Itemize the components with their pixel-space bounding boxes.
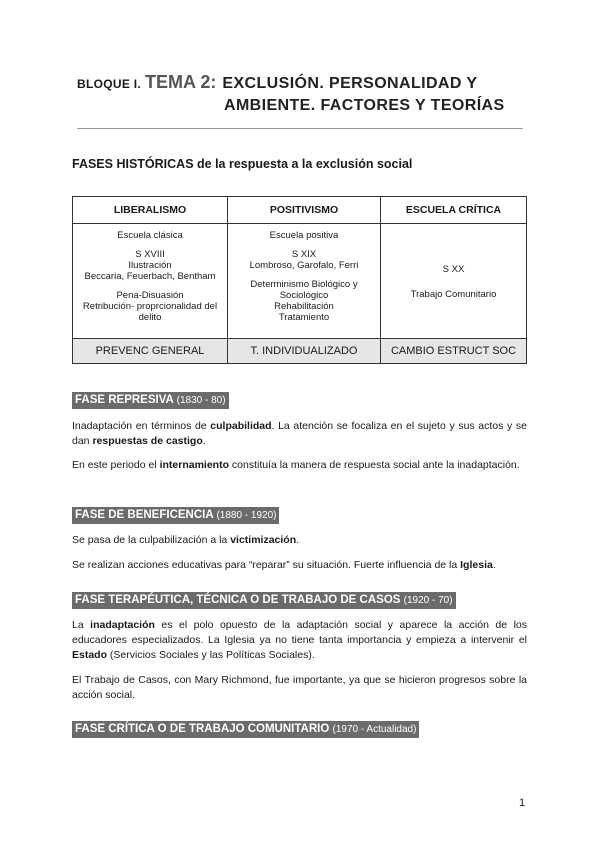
text-run: constituía la manera de respuesta social ante la inadaptación. [229,459,520,471]
footer-positivismo: T. INDIVIDUALIZADO [228,339,381,364]
cell-text: Retribución- proprcionalidad del delito [82,301,218,323]
phase-years: (1970 - Actualidad) [332,724,417,735]
cell-liberalismo [73,224,228,339]
phase-title: FASE REPRESIVA [75,394,174,406]
phase-years: (1880 - 1920) [216,510,277,521]
cell-text: Escuela positiva [269,230,339,241]
beneficencia-paragraph-1 [72,533,527,548]
cell-critica [381,224,527,339]
phase-title: FASE CRÍTICA O DE TRABAJO COMUNITARIO [75,723,330,735]
text-run: Inadaptación en términos de [72,420,211,432]
footer-critica: CAMBIO ESTRUCT SOC [381,339,527,364]
text-run: En este periodo el [72,459,160,471]
phase-beneficencia-heading [72,507,279,524]
bold-term: Iglesia [460,559,493,571]
cell-text: S XIX [291,249,317,260]
cell-text: S XVIII [135,249,165,260]
text-run: Se realizan acciones educativas para “reparar” su situación. Fuerte influencia de la [72,559,461,571]
col-header-critica: ESCUELA CRÍTICA [381,197,527,224]
col-header-liberalismo: LIBERALISMO [73,197,228,224]
bloque-label: BLOQUE I. [77,77,142,91]
text-run: La [72,619,91,631]
cell-positivismo [228,224,381,339]
bold-term: culpabilidad [210,420,272,432]
cell-text: Escuela clásica [117,230,183,241]
bold-term: victimización [230,534,297,546]
section-heading: FASES HISTÓRICAS de la respuesta a la exclusión social [72,157,413,171]
beneficencia-paragraph-2 [72,558,527,573]
text-run: . [202,435,206,447]
represiva-paragraph-2 [72,458,527,473]
cell-text: Pena-Disuasión [116,290,184,301]
phase-years: (1830 - 80) [176,395,226,406]
represiva-paragraph-1 [72,419,527,449]
title-block [77,72,537,115]
table-footer-row [73,339,527,364]
phase-years: (1920 - 70) [403,595,453,606]
cell-text: Beccaria, Feuerbach, Bentham [84,271,216,282]
cell-text: Tratamiento [278,312,330,323]
text-run: . [492,559,496,571]
bold-term: Estado [72,649,108,661]
historical-phases-table [72,196,527,364]
phase-title: FASE TERAPÉUTICA, TÉCNICA O DE TRABAJO DE CASOS [75,594,401,606]
bold-term: inadaptación [90,619,155,631]
terapeutica-paragraph-2: El Trabajo de Casos, con Mary Richmond, fue importante, ya que se hicieron progresos sobre la acción social. [72,674,527,701]
col-header-positivismo: POSITIVISMO [228,197,381,224]
bold-term: internamiento [159,459,229,471]
text-run: . La atención se focaliza en el sujeto y sus actos y se dan [72,420,527,447]
terapeutica-paragraph-1 [72,618,527,663]
page-number: 1 [519,797,526,809]
table-header-row [73,197,527,224]
text-run: es el polo opuesto de la adaptación social y aparece la acción de los educadores especializados. La Iglesia ya no tiene tanta importancia y empieza a intervenir el [72,619,527,646]
title-line-2: AMBIENTE. FACTORES Y TEORÍAS [224,97,505,114]
cell-text: S XX [442,264,465,275]
text-run: (Servicios Sociales y las Políticas Sociales). [107,649,315,661]
tema-label: TEMA 2: [145,72,217,92]
cell-text: Ilustración [128,260,172,271]
phase-critica-heading [72,721,419,738]
bold-term: respuestas de castigo [92,435,203,447]
phase-represiva-heading [72,392,229,409]
title-divider [77,128,523,129]
phase-title: FASE DE BENEFICENCIA [75,509,214,521]
table-body-row [73,224,527,339]
cell-text: Determinismo Biológico y Sociológico [250,279,358,301]
phase-terapeutica-heading [72,592,456,609]
title-line-1: EXCLUSIÓN. PERSONALIDAD Y [222,75,478,92]
cell-text: Trabajo Comunitario [410,289,497,300]
footer-liberalismo: PREVENC GENERAL [73,339,228,364]
text-run: . [296,534,300,546]
cell-text: Rehabilitación [274,301,334,312]
text-run: Se pasa de la culpabilización a la [72,534,231,546]
cell-text: Lombroso, Garofalo, Ferri [249,260,359,271]
